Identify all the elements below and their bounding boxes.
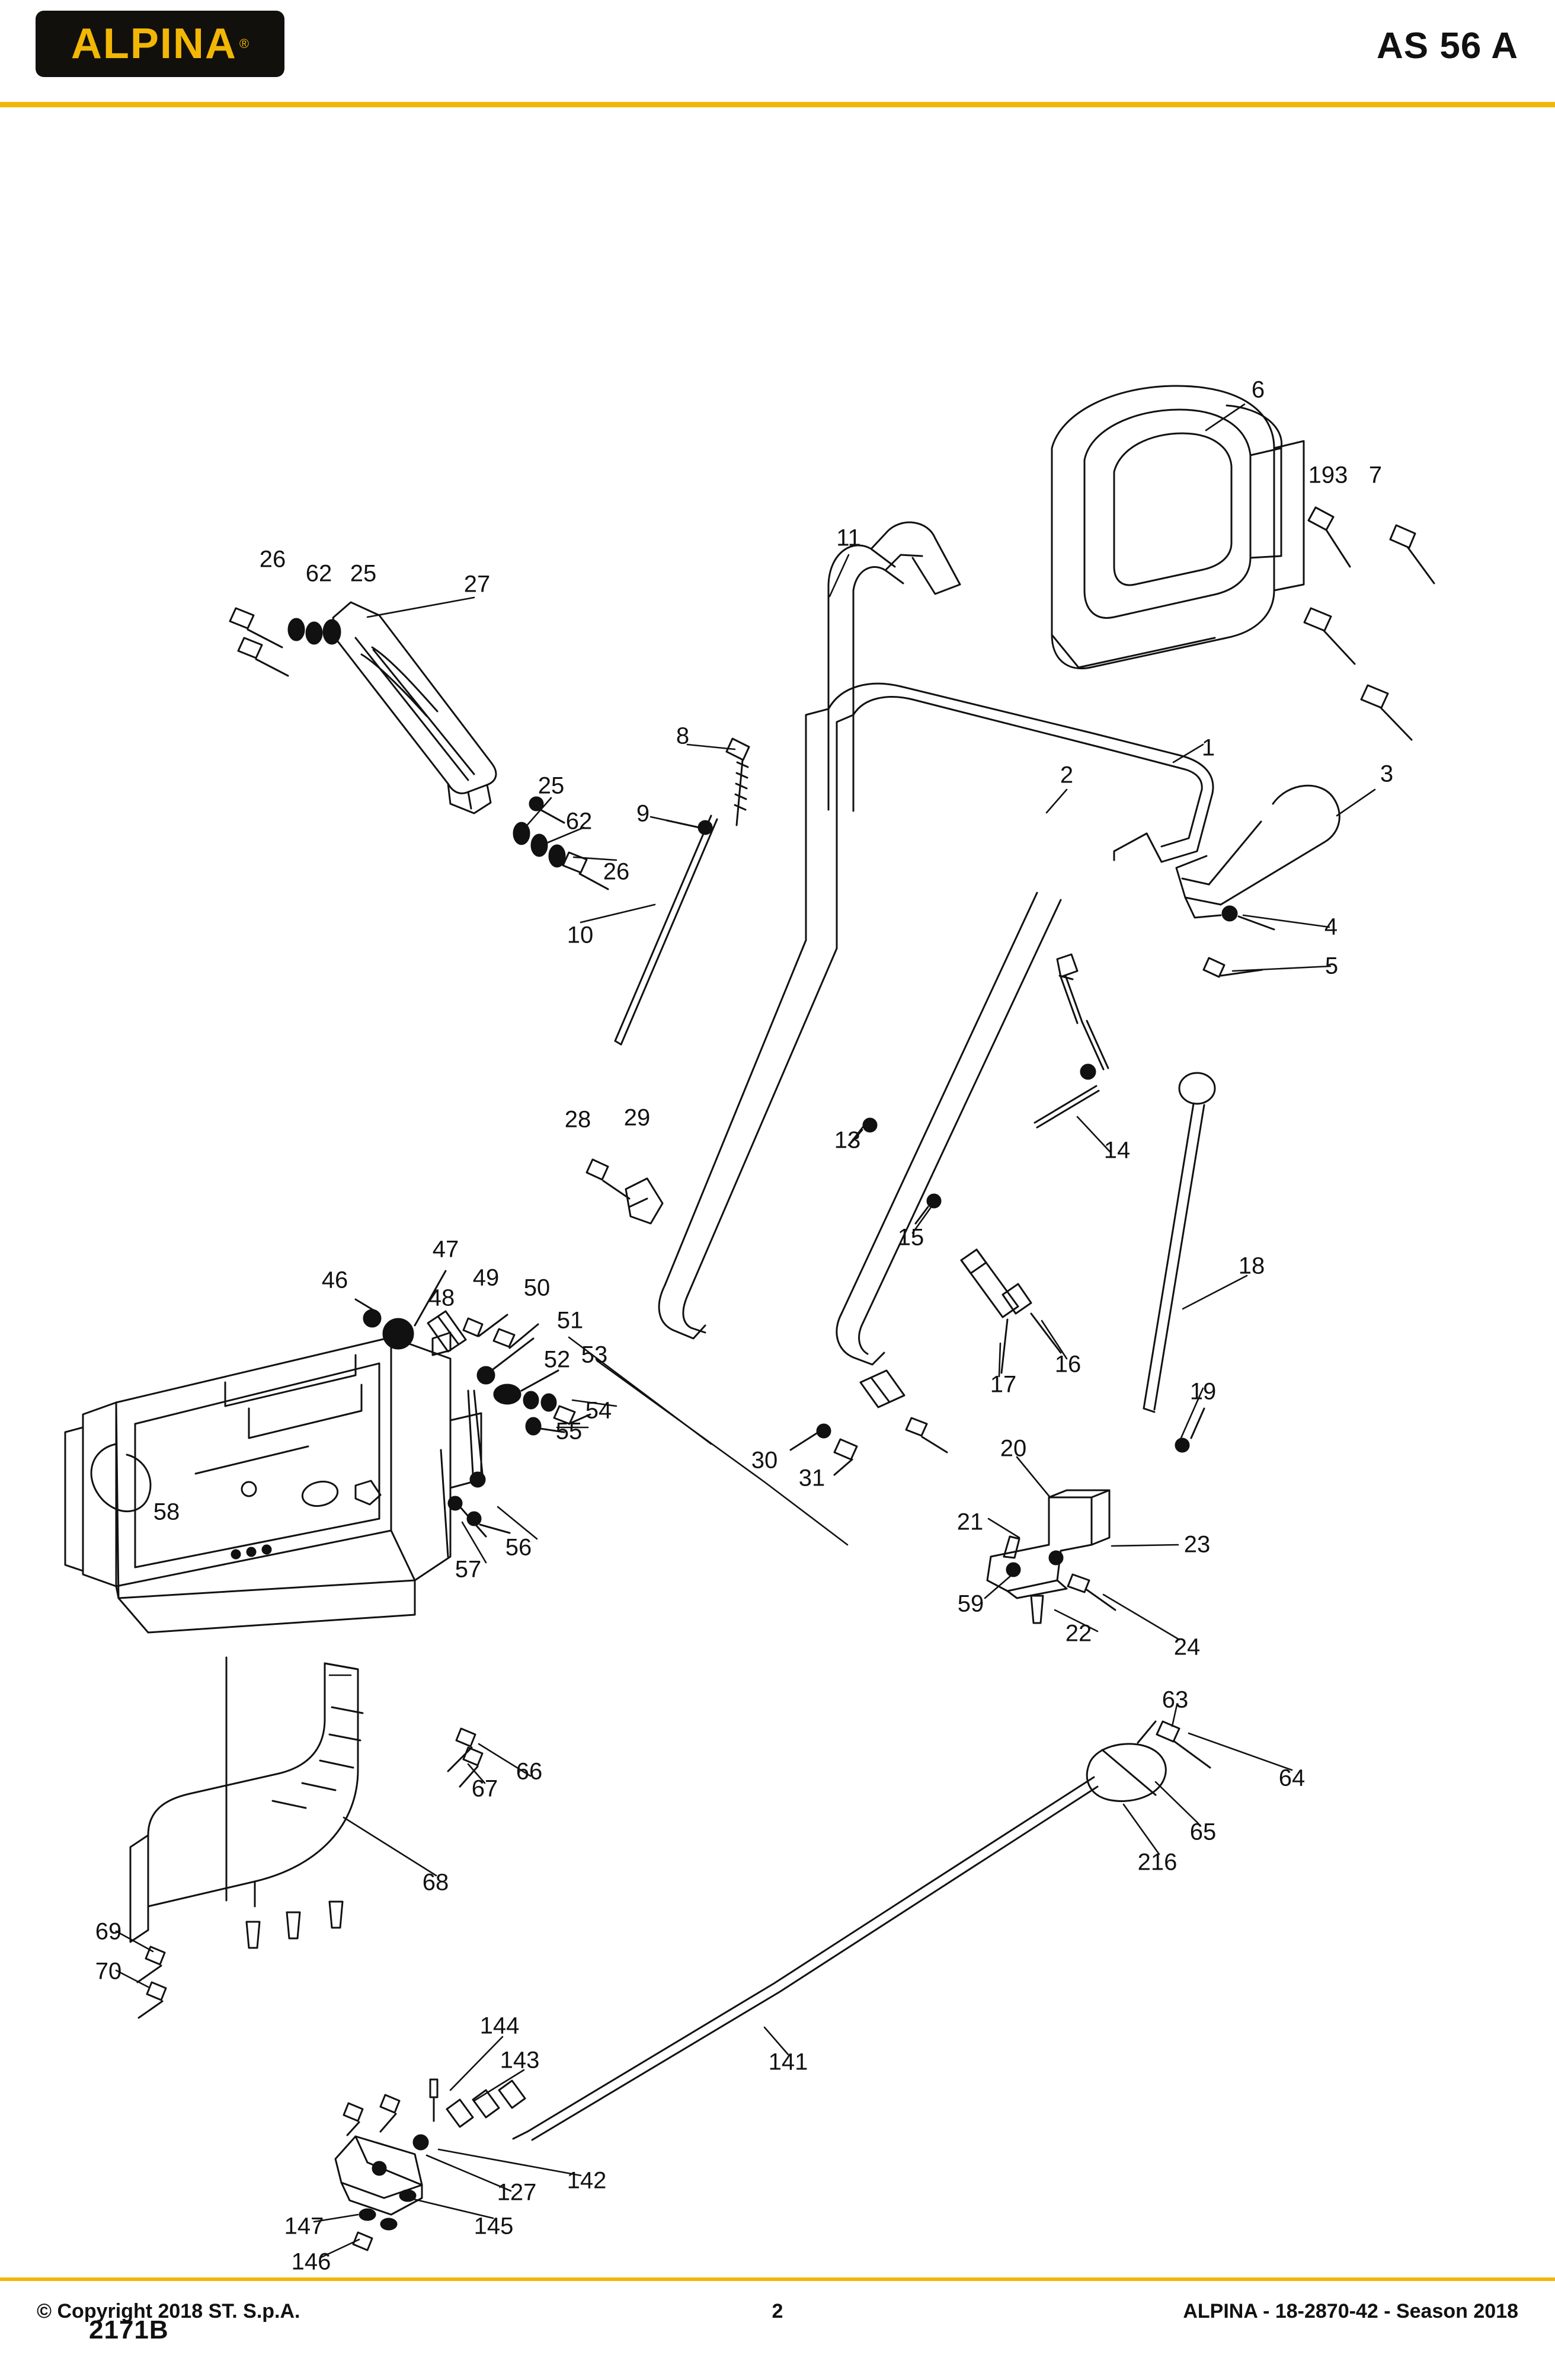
callout-70: 70 [95, 1958, 122, 1985]
page-number: 2 [772, 2300, 783, 2323]
callout-145: 145 [473, 2213, 514, 2240]
part-27-lever-arm [333, 602, 564, 823]
callout-31: 31 [798, 1465, 826, 1491]
callout-64: 64 [1278, 1765, 1306, 1791]
callout-7: 7 [1368, 462, 1383, 488]
callout-193: 193 [1308, 462, 1348, 488]
callout-1: 1 [1201, 734, 1215, 761]
callout-59: 59 [957, 1590, 984, 1617]
callout-69: 69 [95, 1918, 122, 1945]
callout-48: 48 [428, 1285, 455, 1311]
callout-21: 21 [956, 1509, 984, 1535]
callout-68: 68 [422, 1869, 449, 1896]
footer-divider [0, 2277, 1555, 2281]
part-1-upper-handle [828, 522, 960, 811]
callout-17: 17 [990, 1371, 1017, 1398]
callout-143: 143 [500, 2047, 540, 2074]
callout-62: 62 [305, 560, 332, 587]
alpina-logo [36, 11, 284, 77]
part-28-29 [587, 1159, 663, 1223]
callout-46: 46 [321, 1267, 348, 1293]
callout-6: 6 [1251, 376, 1265, 403]
part-19-pin [1176, 1408, 1204, 1452]
callout-15: 15 [897, 1224, 924, 1251]
callout-20: 20 [1000, 1435, 1027, 1462]
callout-65: 65 [1189, 1819, 1217, 1845]
part-58-chassis [65, 1337, 481, 1633]
diagram-svg [0, 116, 1555, 2274]
part-68-cover [130, 1657, 482, 2018]
part-30-31-clamp [791, 1371, 947, 1475]
callout-50: 50 [523, 1274, 551, 1301]
sheet-code: 2171B [89, 2315, 169, 2344]
callout-146: 146 [291, 2248, 331, 2275]
callout-25: 25 [537, 772, 565, 799]
callout-28: 28 [564, 1106, 591, 1133]
page-footer [0, 2300, 1555, 2341]
callout-216: 216 [1137, 1849, 1178, 1876]
callout-53: 53 [581, 1341, 608, 1368]
callout-55: 55 [555, 1418, 583, 1445]
callout-54: 54 [585, 1397, 612, 1424]
callout-10: 10 [567, 922, 594, 948]
part-18-throttle-rod [1144, 1073, 1215, 1412]
callout-4: 4 [1324, 913, 1338, 940]
callout-147: 147 [284, 2213, 324, 2240]
fasteners-26-62-25-upper [230, 608, 340, 676]
callout-3: 3 [1380, 761, 1394, 787]
part-141-control-rod [513, 1777, 1098, 2140]
part-10-rod [615, 816, 717, 1044]
logo-wordmark: ALPINA [71, 20, 237, 68]
callout-141: 141 [768, 2049, 808, 2075]
page-header [0, 0, 1555, 116]
callout-2: 2 [1060, 762, 1074, 788]
callout-56: 56 [505, 1534, 532, 1561]
callout-11: 11 [836, 525, 861, 551]
callout-13: 13 [834, 1127, 861, 1154]
callout-26: 26 [259, 546, 286, 573]
callout-27: 27 [463, 571, 491, 598]
copyright-text: © Copyright 2018 ST. S.p.A. [37, 2300, 300, 2323]
callout-23: 23 [1183, 1531, 1211, 1558]
callout-29: 29 [623, 1104, 651, 1131]
callout-142: 142 [567, 2167, 607, 2194]
callout-63: 63 [1162, 1686, 1189, 1713]
callout-62: 62 [565, 808, 593, 835]
fasteners-25-62-26-lower [514, 823, 608, 889]
callout-5: 5 [1324, 953, 1339, 979]
callout-16: 16 [1054, 1351, 1082, 1378]
callout-57: 57 [455, 1556, 482, 1583]
callout-49: 49 [472, 1264, 500, 1291]
callout-66: 66 [516, 1758, 543, 1785]
part-14-rod [1035, 954, 1108, 1127]
leader-lines-upper [367, 404, 1375, 971]
part-1-handle-bar [806, 683, 1213, 948]
part-3-side-handle [1176, 785, 1339, 918]
callout-67: 67 [471, 1775, 498, 1802]
part-8-spring [727, 739, 749, 825]
part-20-bracket [987, 1490, 1109, 1598]
callout-26: 26 [603, 858, 630, 885]
leader-lines-lower [116, 1117, 1292, 2257]
callout-18: 18 [1238, 1253, 1265, 1279]
callout-19: 19 [1189, 1378, 1217, 1405]
fasteners-22-23-24-59 [1004, 1536, 1115, 1623]
callout-127: 127 [497, 2179, 537, 2206]
callout-8: 8 [676, 723, 690, 749]
callout-14: 14 [1103, 1137, 1131, 1164]
callout-9: 9 [636, 800, 650, 827]
registered-trademark-icon: ® [239, 36, 249, 51]
callout-58: 58 [153, 1499, 180, 1525]
part-15-pin [916, 1194, 940, 1223]
part-16-17-bushing [961, 1250, 1061, 1373]
callout-22: 22 [1065, 1620, 1092, 1647]
callout-24: 24 [1173, 1634, 1201, 1660]
callout-52: 52 [543, 1346, 571, 1373]
fasteners-4-5 [1204, 906, 1274, 977]
model-title: AS 56 A [1376, 25, 1518, 66]
callout-30: 30 [751, 1447, 778, 1474]
callout-25: 25 [350, 560, 377, 587]
callout-51: 51 [556, 1307, 584, 1334]
fasteners-193-7 [1304, 507, 1434, 740]
part-6-deflector [1052, 386, 1304, 669]
callout-47: 47 [432, 1236, 459, 1263]
callout-144: 144 [479, 2012, 520, 2039]
part-216-grip [1087, 1721, 1210, 1801]
document-reference: ALPINA - 18-2870-42 - Season 2018 [1183, 2300, 1518, 2323]
header-divider [0, 102, 1555, 107]
